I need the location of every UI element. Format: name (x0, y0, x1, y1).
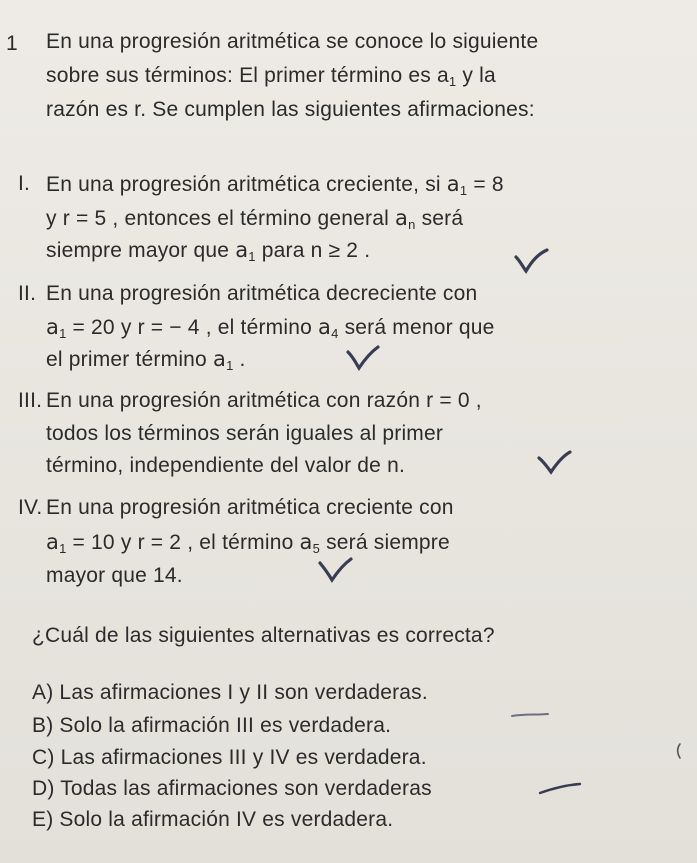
math-subscript: 1 (248, 249, 256, 264)
intro-line-2-text: sobre sus términos: El primer término es a (46, 64, 449, 87)
statement-text: . (233, 348, 246, 371)
statement-text: será siempre (320, 531, 450, 554)
intro-line-3: razón es r. Se cumplen las siguientes afirmaciones: (46, 98, 535, 121)
statement-text: será (415, 207, 464, 230)
math-subscript: 1 (59, 326, 67, 341)
statement-label: IV. (18, 496, 43, 519)
statement-line (46, 420, 443, 448)
statement-label: I. (18, 172, 31, 195)
question-number: 1 (6, 32, 18, 55)
statement-text: a (318, 315, 332, 339)
intro-line-2 (46, 62, 496, 90)
math-subscript: 4 (331, 326, 339, 341)
math-subscript: 1 (59, 541, 67, 556)
option-e[interactable]: E) Solo la afirmación IV es verdadera. (32, 808, 394, 831)
statement-text: a (235, 238, 249, 262)
option-a[interactable]: A) Las afirmaciones I y II son verdaderas. (32, 681, 428, 704)
statement-text: En una progresión aritmética creciente con (46, 496, 454, 519)
checkmark-icon (514, 249, 548, 273)
statement-line (46, 170, 504, 199)
statement-text: = 10 y r = 2 , el término (66, 531, 300, 554)
statement-text: término, independiente del valor de n. (46, 454, 406, 477)
checkmark-icon (318, 558, 352, 582)
pen-stroke-mark (510, 710, 550, 720)
statement-text: a (212, 347, 227, 371)
statement-text: En una progresión aritmética con razón r = 0 , (46, 389, 482, 412)
statement-text: En una progresión aritmética decreciente con (46, 282, 478, 305)
statement-text: y r = 5 , entonces el término general (46, 207, 396, 230)
statement-text: = 8 (467, 173, 504, 196)
statement-line (46, 562, 183, 590)
statement-line (46, 494, 454, 522)
statement-text: En una progresión aritmética creciente, si (46, 173, 447, 196)
pen-stroke-mark (674, 742, 684, 760)
option-b[interactable]: B) Solo la afirmación III es verdadera. (32, 714, 392, 737)
statement-text: será menor que (338, 316, 495, 339)
statement-text: a (46, 530, 60, 554)
statement-line (46, 345, 246, 374)
statement-text: todos los términos serán iguales al primer (46, 422, 444, 445)
statement-text: = 20 y r = − 4 , el término (66, 316, 319, 339)
intro-subscript: 1 (448, 74, 457, 89)
statement-text: a (299, 530, 313, 554)
question-prompt: ¿Cuál de las siguientes alternativas es correcta? (32, 624, 495, 647)
statement-line (46, 236, 370, 265)
math-subscript: 5 (312, 541, 321, 556)
statement-text: mayor que 14. (46, 564, 183, 587)
statement-text: a (46, 315, 60, 339)
statement-line (46, 313, 494, 342)
math-subscript: 1 (459, 183, 468, 198)
statement-text: para n ≥ 2 . (255, 239, 371, 262)
option-d[interactable]: D) Todas las afirmaciones son verdaderas (32, 777, 432, 800)
option-c[interactable]: C) Las afirmaciones III y IV es verdadera. (32, 746, 427, 769)
statement-text: a (446, 172, 460, 196)
statement-line (46, 452, 405, 480)
statement-line (46, 204, 463, 233)
math-subscript: 1 (226, 358, 234, 373)
statement-label: II. (18, 282, 37, 305)
statement-text: siempre mayor que (46, 239, 236, 262)
statement-line (46, 280, 477, 308)
statement-text: a (395, 206, 409, 230)
intro-line-2-tail: y la (456, 64, 496, 87)
math-subscript: n (408, 217, 416, 232)
statement-text: el primer término (46, 348, 213, 371)
statement-line (46, 387, 482, 415)
pen-stroke-mark (538, 782, 582, 796)
checkmark-icon (537, 450, 571, 474)
checkmark-icon (346, 346, 380, 370)
statement-label: III. (18, 389, 43, 412)
intro-line-1: En una progresión aritmética se conoce lo siguiente (46, 30, 539, 53)
statement-line (46, 528, 450, 557)
